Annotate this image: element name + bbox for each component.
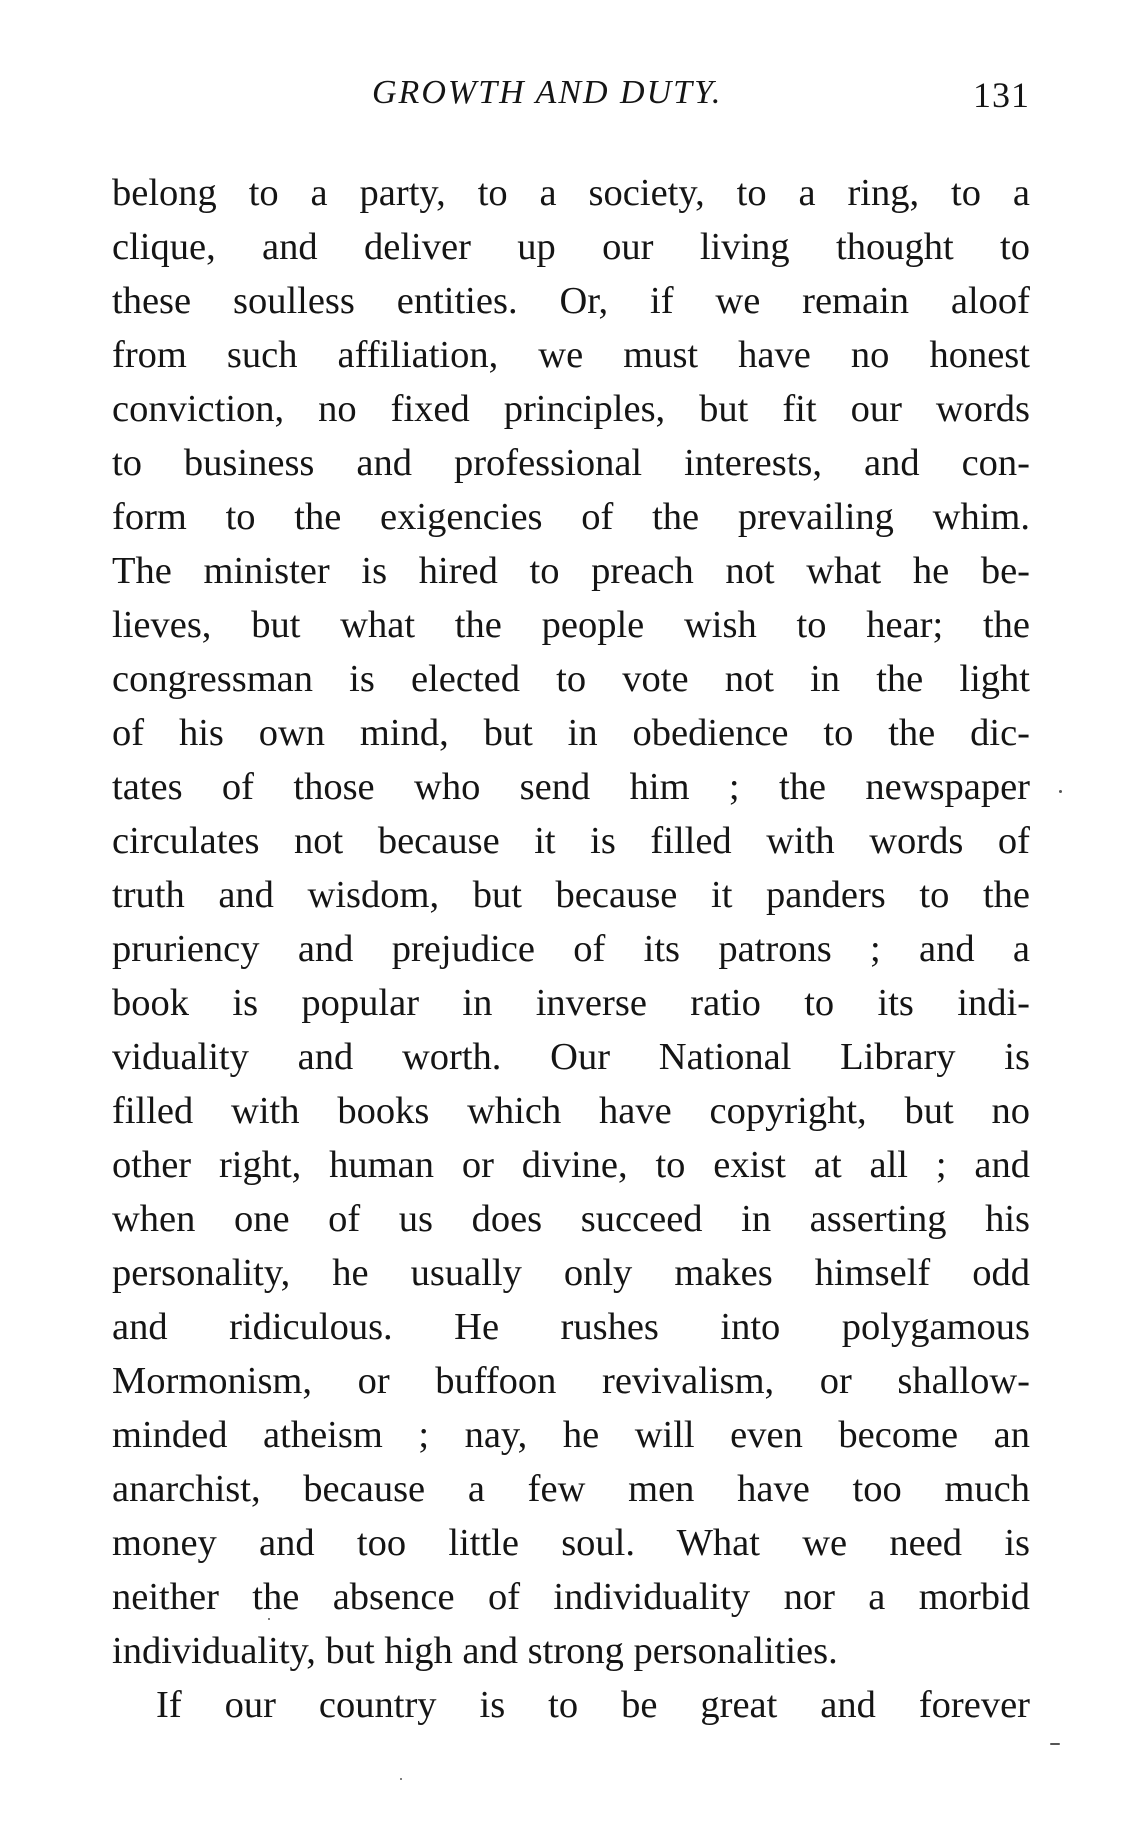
text-line: truth and wisdom, but because it panders to the <box>112 874 1030 916</box>
speck <box>1059 790 1062 793</box>
text-line: money and too little soul. What we need is <box>112 1522 1030 1564</box>
text-line: lieves, but what the people wish to hear; the <box>112 604 1030 646</box>
text-line: neither the absence of individuality nor a morbid <box>112 1576 1030 1618</box>
text-line: form to the exigencies of the prevailing whim. <box>112 496 1030 538</box>
paragraph-end-line: individuality, but high and strong personalities. <box>112 1630 838 1672</box>
text-line: anarchist, because a few men have too much <box>112 1468 1030 1510</box>
text-line: tates of those who send him ; the newspaper <box>112 766 1030 808</box>
page-header <box>112 74 1030 124</box>
text-line: The minister is hired to preach not what he be- <box>112 550 1030 592</box>
text-line: these soulless entities. Or, if we remain aloof <box>112 280 1030 322</box>
running-head: GROWTH AND DUTY. <box>372 74 723 111</box>
speck <box>400 1778 402 1780</box>
text-line: when one of us does succeed in asserting his <box>112 1198 1030 1240</box>
text-line: of his own mind, but in obedience to the dic- <box>112 712 1030 754</box>
speck <box>1050 1743 1060 1745</box>
text-line: book is popular in inverse ratio to its indi- <box>112 982 1030 1024</box>
text-line: other right, human or divine, to exist at all ; and <box>112 1144 1030 1186</box>
text-line: personality, he usually only makes himself odd <box>112 1252 1030 1294</box>
text-line: congressman is elected to vote not in the light <box>112 658 1030 700</box>
speck <box>268 1618 270 1620</box>
text-line: minded atheism ; nay, he will even become an <box>112 1414 1030 1456</box>
text-line: pruriency and prejudice of its patrons ; and a <box>112 928 1030 970</box>
page-number: 131 <box>973 75 1030 115</box>
paragraph-start-line: If our country is to be great and forever <box>156 1684 1030 1726</box>
text-line: filled with books which have copyright, but no <box>112 1090 1030 1132</box>
text-line: Mormonism, or buffoon revivalism, or shallow- <box>112 1360 1030 1402</box>
text-line: belong to a party, to a society, to a ring, to a <box>112 172 1030 214</box>
text-line: from such affiliation, we must have no honest <box>112 334 1030 376</box>
text-line: clique, and deliver up our living thought to <box>112 226 1030 268</box>
text-line: circulates not because it is filled with words of <box>112 820 1030 862</box>
text-line: to business and professional interests, and con- <box>112 442 1030 484</box>
text-line: conviction, no fixed principles, but fit our words <box>112 388 1030 430</box>
body-text <box>112 166 1030 1732</box>
text-line: viduality and worth. Our National Library is <box>112 1036 1030 1078</box>
text-line: and ridiculous. He rushes into polygamous <box>112 1306 1030 1348</box>
